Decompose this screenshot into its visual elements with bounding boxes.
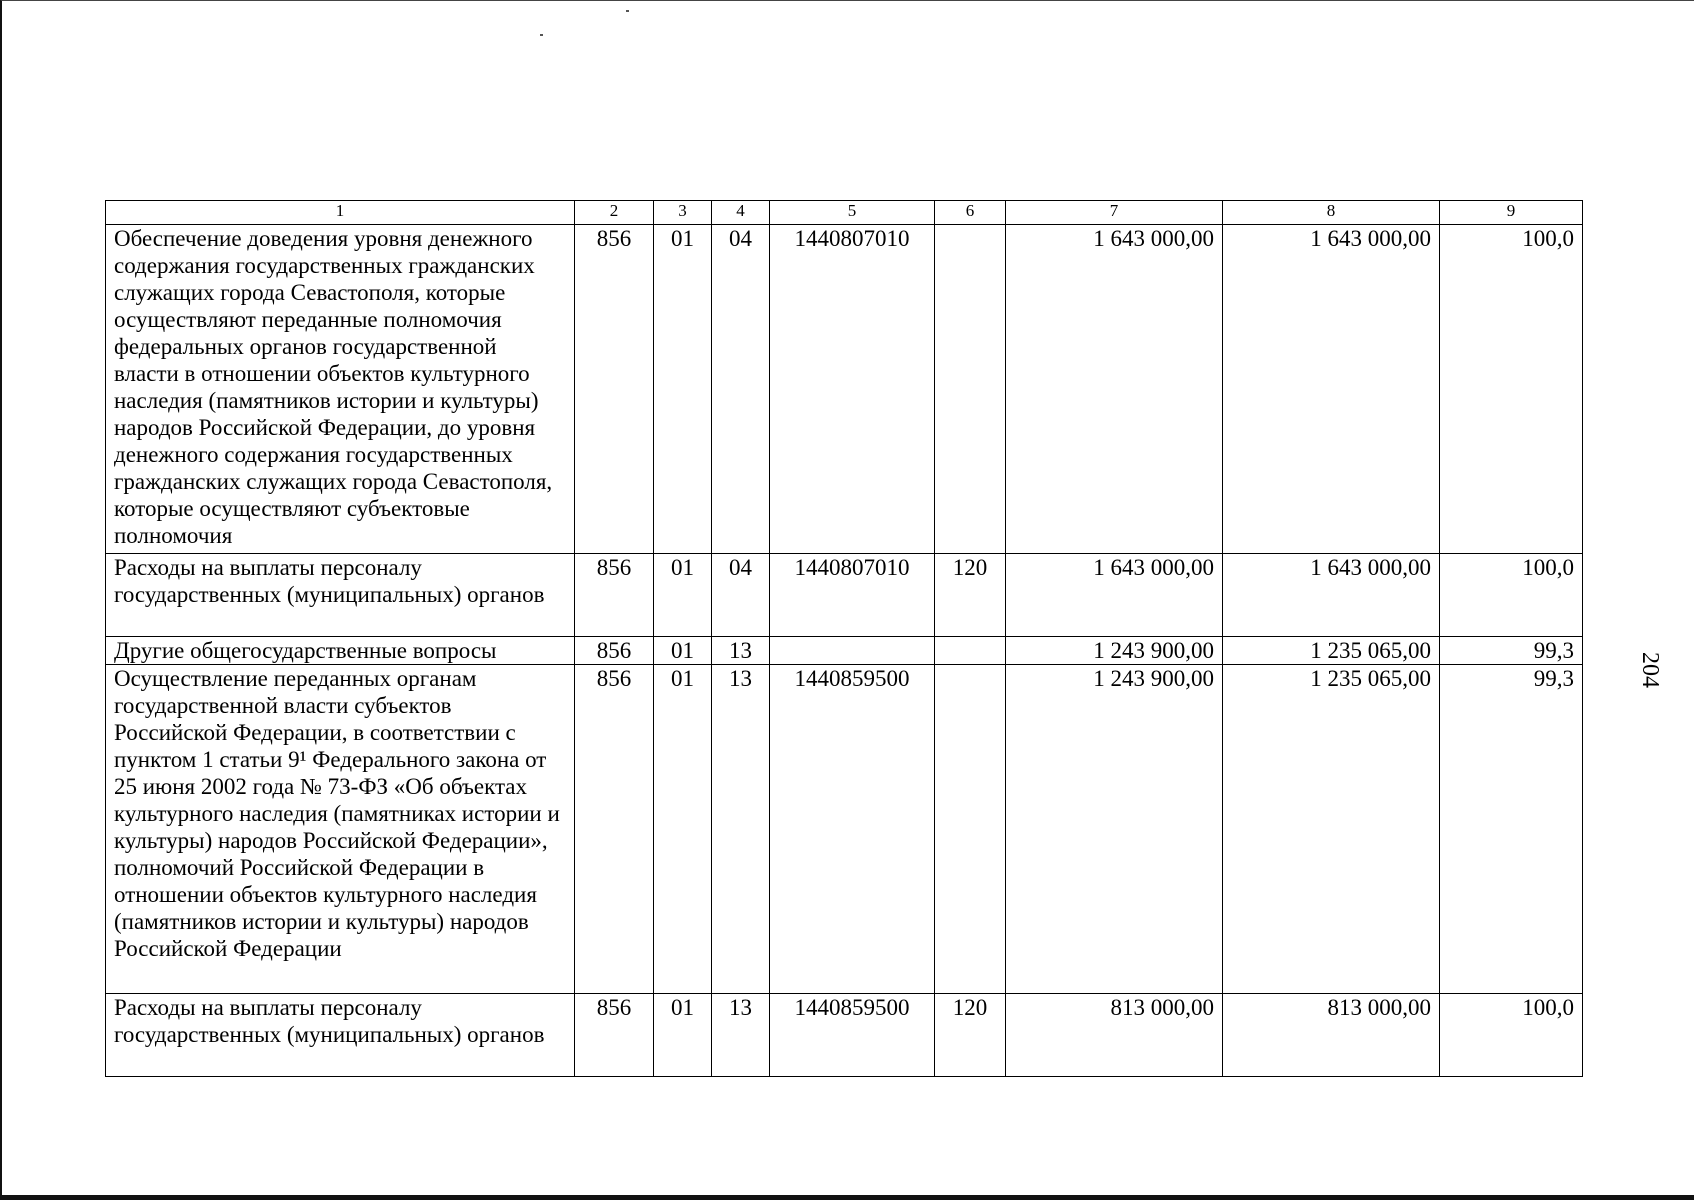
cell-subsection: 04: [712, 554, 770, 637]
cell-subsection: 04: [712, 225, 770, 554]
page-number: 204: [1637, 652, 1663, 688]
cell-section: 01: [654, 554, 712, 637]
column-number: 6: [935, 201, 1006, 225]
row-name: Обеспечение доведения уровня денежного содержания государственных гражданских служащих города Севастополя, которые осуществляют переданные полномочия федеральных органов государственной власти в отношении объектов культурного наследия (памятников истории и культуры) народов Российской Федерации, до уровня денежного содержания государственных гражданских служащих города Севастополя, которые осуществляют субъектовые полномочия: [106, 225, 575, 554]
cell-executed: 1 643 000,00: [1223, 225, 1440, 554]
table-row: [106, 665, 1583, 994]
cell-subsection: 13: [712, 665, 770, 994]
column-number: 4: [712, 201, 770, 225]
cell-executed: 1 643 000,00: [1223, 554, 1440, 637]
cell-percent: 100,0: [1440, 994, 1583, 1077]
cell-target-article: 1440807010: [770, 225, 935, 554]
table-row: [106, 225, 1583, 554]
column-number: 3: [654, 201, 712, 225]
cell-percent: 99,3: [1440, 665, 1583, 994]
cell-expense-type: 120: [935, 994, 1006, 1077]
table-row: [106, 994, 1583, 1077]
budget-table: [105, 200, 1583, 1077]
row-name: Осуществление переданных органам государственной власти субъектов Российской Федерации, в соответствии с пунктом 1 статьи 9¹ Федерального закона от 25 июня 2002 года № 73-ФЗ «Об объектах культурного наследия (памятниках истории и культуры) народов Российской Федерации», полномочий Российской Федерации в отношении объектов культурного наследия (памятников истории и культуры) народов Российской Федерации: [106, 665, 575, 994]
cell-target-article: 1440859500: [770, 994, 935, 1077]
cell-percent: 100,0: [1440, 225, 1583, 554]
cell-admin-code: 856: [575, 665, 654, 994]
cell-admin-code: 856: [575, 225, 654, 554]
cell-planned: 1 643 000,00: [1006, 554, 1223, 637]
cell-subsection: 13: [712, 994, 770, 1077]
cell-planned: 813 000,00: [1006, 994, 1223, 1077]
cell-admin-code: 856: [575, 994, 654, 1077]
column-number-row: [106, 201, 1583, 225]
cell-section: 01: [654, 665, 712, 994]
row-name: Расходы на выплаты персоналу государственных (муниципальных) органов: [106, 994, 575, 1077]
cell-executed: 1 235 065,00: [1223, 637, 1440, 665]
row-name: Расходы на выплаты персоналу государственных (муниципальных) органов: [106, 554, 575, 637]
column-number: 5: [770, 201, 935, 225]
scan-bottom-edge: [0, 1195, 1694, 1200]
cell-admin-code: 856: [575, 637, 654, 665]
cell-admin-code: 856: [575, 554, 654, 637]
column-number: 8: [1223, 201, 1440, 225]
scan-speck: [540, 34, 543, 36]
column-number: 7: [1006, 201, 1223, 225]
cell-percent: 99,3: [1440, 637, 1583, 665]
table-row: [106, 637, 1583, 665]
cell-expense-type: [935, 637, 1006, 665]
cell-target-article: 1440859500: [770, 665, 935, 994]
cell-executed: 813 000,00: [1223, 994, 1440, 1077]
cell-planned: 1 243 900,00: [1006, 637, 1223, 665]
cell-expense-type: 120: [935, 554, 1006, 637]
cell-expense-type: [935, 665, 1006, 994]
cell-expense-type: [935, 225, 1006, 554]
cell-section: 01: [654, 994, 712, 1077]
cell-subsection: 13: [712, 637, 770, 665]
table-row: [106, 554, 1583, 637]
cell-executed: 1 235 065,00: [1223, 665, 1440, 994]
scan-speck: [626, 10, 629, 12]
column-number: 1: [106, 201, 575, 225]
cell-target-article: 1440807010: [770, 554, 935, 637]
cell-planned: 1 643 000,00: [1006, 225, 1223, 554]
cell-planned: 1 243 900,00: [1006, 665, 1223, 994]
column-number: 2: [575, 201, 654, 225]
cell-percent: 100,0: [1440, 554, 1583, 637]
row-name: Другие общегосударственные вопросы: [106, 637, 575, 665]
cell-target-article: [770, 637, 935, 665]
cell-section: 01: [654, 637, 712, 665]
column-number: 9: [1440, 201, 1583, 225]
cell-section: 01: [654, 225, 712, 554]
